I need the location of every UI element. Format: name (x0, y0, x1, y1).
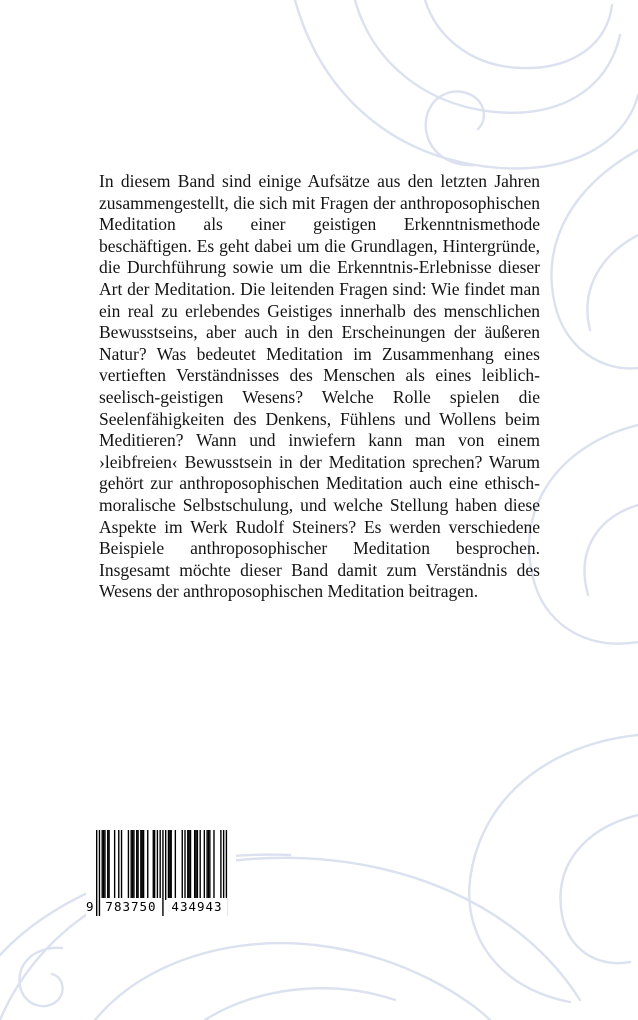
barcode (86, 828, 236, 922)
barcode-digit-group-2: 783750 (101, 898, 161, 916)
barcode-digit-group-1: 9 (86, 899, 94, 914)
back-cover-blurb: In diesem Band sind einige Aufsätze aus den letzten Jahren zusammengestellt, die sich mit Fragen der anthroposophischen Meditation als einer geistigen Erkenntnismethode beschäftigen. Es geht dabei um die Grundlagen, Hintergründe, die Durchführung sowie um die Erkenntnis-Erlebnisse dieser Art der Meditation. Die leitenden Fragen sind: Wie findet man ein real zu erlebendes Geistiges innerhalb des menschlichen Bewusstseins, aber auch in den Erscheinungen der äußeren Natur? Was bedeutet Meditation im Zusammenhang eines vertieften Verständnisses des Menschen als eines leiblich-seelisch-geistigen Wesens? Welche Rolle spielen die Seelenfähigkeiten des Denkens, Fühlens und Wollens beim Meditieren? Wann und inwiefern kann man von einem ›leibfreien‹ Bewusstsein in der Meditation sprechen? Warum gehört zur anthroposophischen Meditation auch eine ethisch-moralische Selbstschulung, und welche Stellung haben diese Aspekte im Werk Rudolf Steiners? Es werden verschiedene Beispiele anthroposophischer Meditation besprochen. Insgesamt möchte dieser Band damit zum Verständnis des Wesens der anthroposophischen Meditation beitragen. (99, 171, 540, 602)
barcode-digit-group-3: 434943 (167, 898, 227, 916)
